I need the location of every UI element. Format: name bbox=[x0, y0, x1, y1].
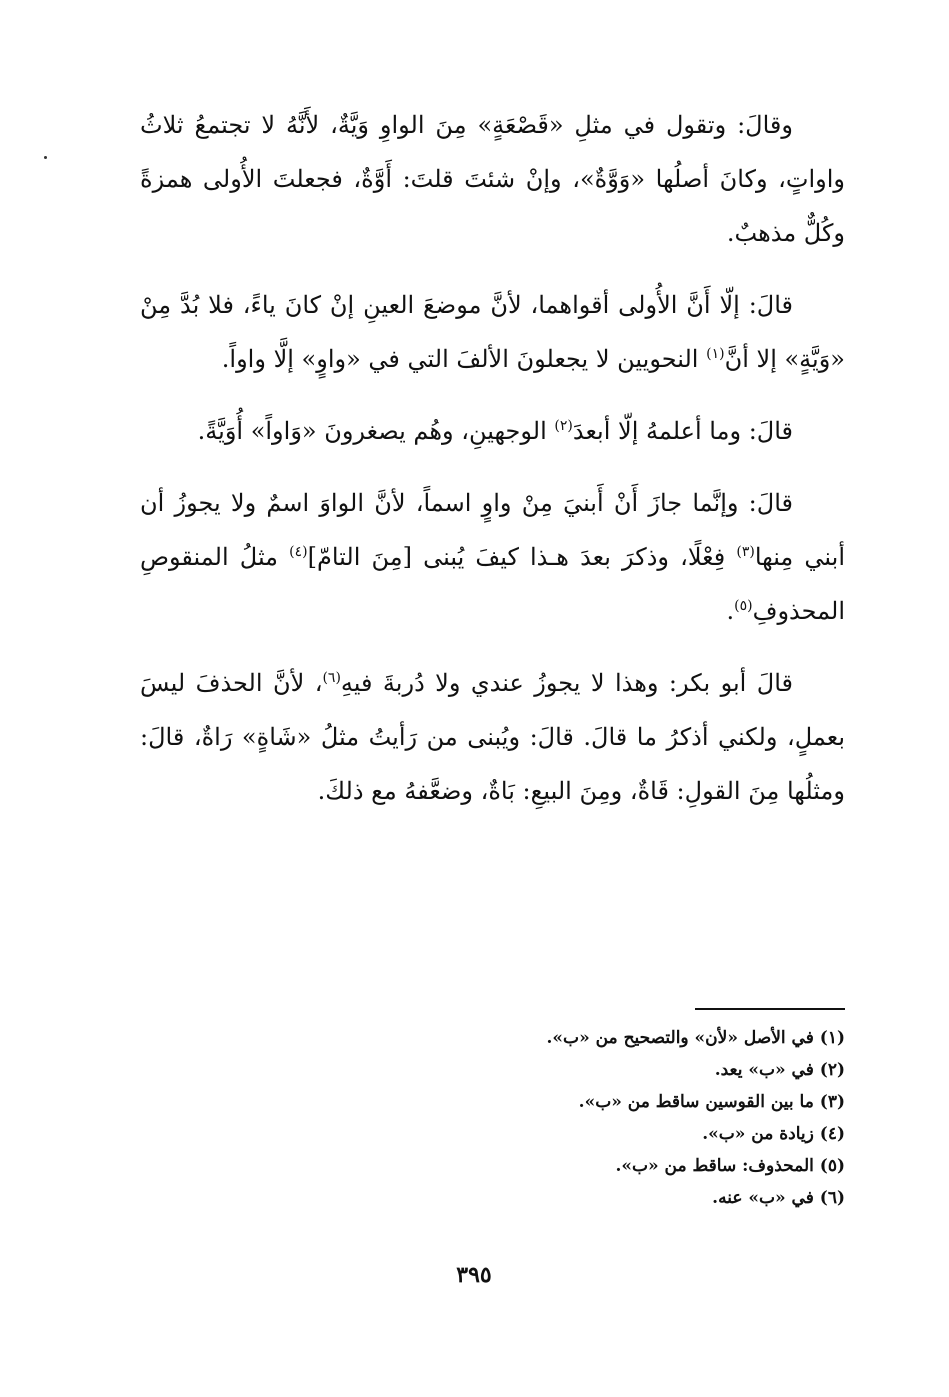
scan-speck bbox=[44, 156, 47, 159]
footnote-separator bbox=[695, 1008, 845, 1010]
paragraph-4: قالَ: وإنَّما جازَ أَنْ أَبنيَ مِنْ واوٍ اسماً، لأنَّ الواوَ اسمٌ ولا يجوزُ أن أبني مِنها$^{(٣)}$ فِعْلًا، وذكرَ بعدَ هـذا كيفَ يُبنى [مِنَ التامّ]$^{(٤)}$ مثلُ المنقوصِ المحذوفِ$^{(٥)}$. bbox=[140, 489, 845, 625]
footnote-marker: (٢) bbox=[554, 418, 573, 434]
footnote-2: (٢) في «ب» يعد. bbox=[714, 1060, 845, 1080]
footnote-6: (٦) في «ب» عنه. bbox=[712, 1188, 845, 1208]
footnote-marker: (١) bbox=[706, 346, 725, 362]
footnote-marker: (٤) bbox=[289, 544, 308, 560]
footnote-4: (٤) زيادة من «ب». bbox=[702, 1124, 845, 1144]
main-text bbox=[140, 98, 845, 836]
paragraph-1: وقالَ: وتقول في مثلِ «قَصْعَةٍ» مِنَ الواوِ وَيَّةٌ، لأَنَّهُ لا تجتمعُ ثلاثُ واواتٍ، وكانَ أصلُها «وَوَّةٌ»، وإنْ شئتَ قلتَ: أَوَّةٌ، فجعلتَ الأُولى همزةً وكُلٌّ مذهبٌ. bbox=[140, 111, 845, 247]
footnote-3: (٣) ما بين القوسين ساقط من «ب». bbox=[578, 1092, 845, 1112]
paragraph-3: قالَ: وما أعلمهُ إلّا أبعدَ$^{(٢)}$ الوجهينِ، وهُم يصغرونَ «وَاواً» أُوَيَّةً. bbox=[197, 417, 793, 445]
paragraph-5: قالَ أبو بكر: وهذا لا يجوزُ عندي ولا دُربةَ فيهِ$^{(٦)}$، لأنَّ الحذفَ ليسَ بعملٍ، ولكني أذكرُ ما قالَ. قالَ: ويُبنى من رَأيتُ مثلُ «شَاةٍ» رَاةٌ، قالَ: ومثلُها مِنَ القولِ: قَاةٌ، ومِنَ البيعِ: بَاةٌ، وضعَّفهُ مع ذلكَ. bbox=[140, 669, 845, 805]
footnote-marker: (٣) bbox=[736, 544, 755, 560]
page-number: ٣٩٥ bbox=[456, 1262, 492, 1288]
paragraph-2: قالَ: إلّا أَنَّ الأُولى أقواهما، لأنَّ موضعَ العينِ إنْ كانَ ياءً، فلا بُدَّ مِنْ «وَيَّةٍ» إلا أنَّ$^{(١)}$ النحويين لا يجعلونَ الألفَ التي في «واوٍ» إلَّا واواً. bbox=[140, 291, 845, 373]
footnote-marker: (٦) bbox=[322, 670, 341, 686]
footnotes bbox=[420, 1022, 845, 1214]
footnote-5: (٥) المحذوف: ساقط من «ب». bbox=[615, 1156, 845, 1176]
footnote-1: (١) في الأصل «لأن» والتصحيح من «ب». bbox=[546, 1028, 845, 1048]
footnote-marker: (٥) bbox=[734, 598, 753, 614]
